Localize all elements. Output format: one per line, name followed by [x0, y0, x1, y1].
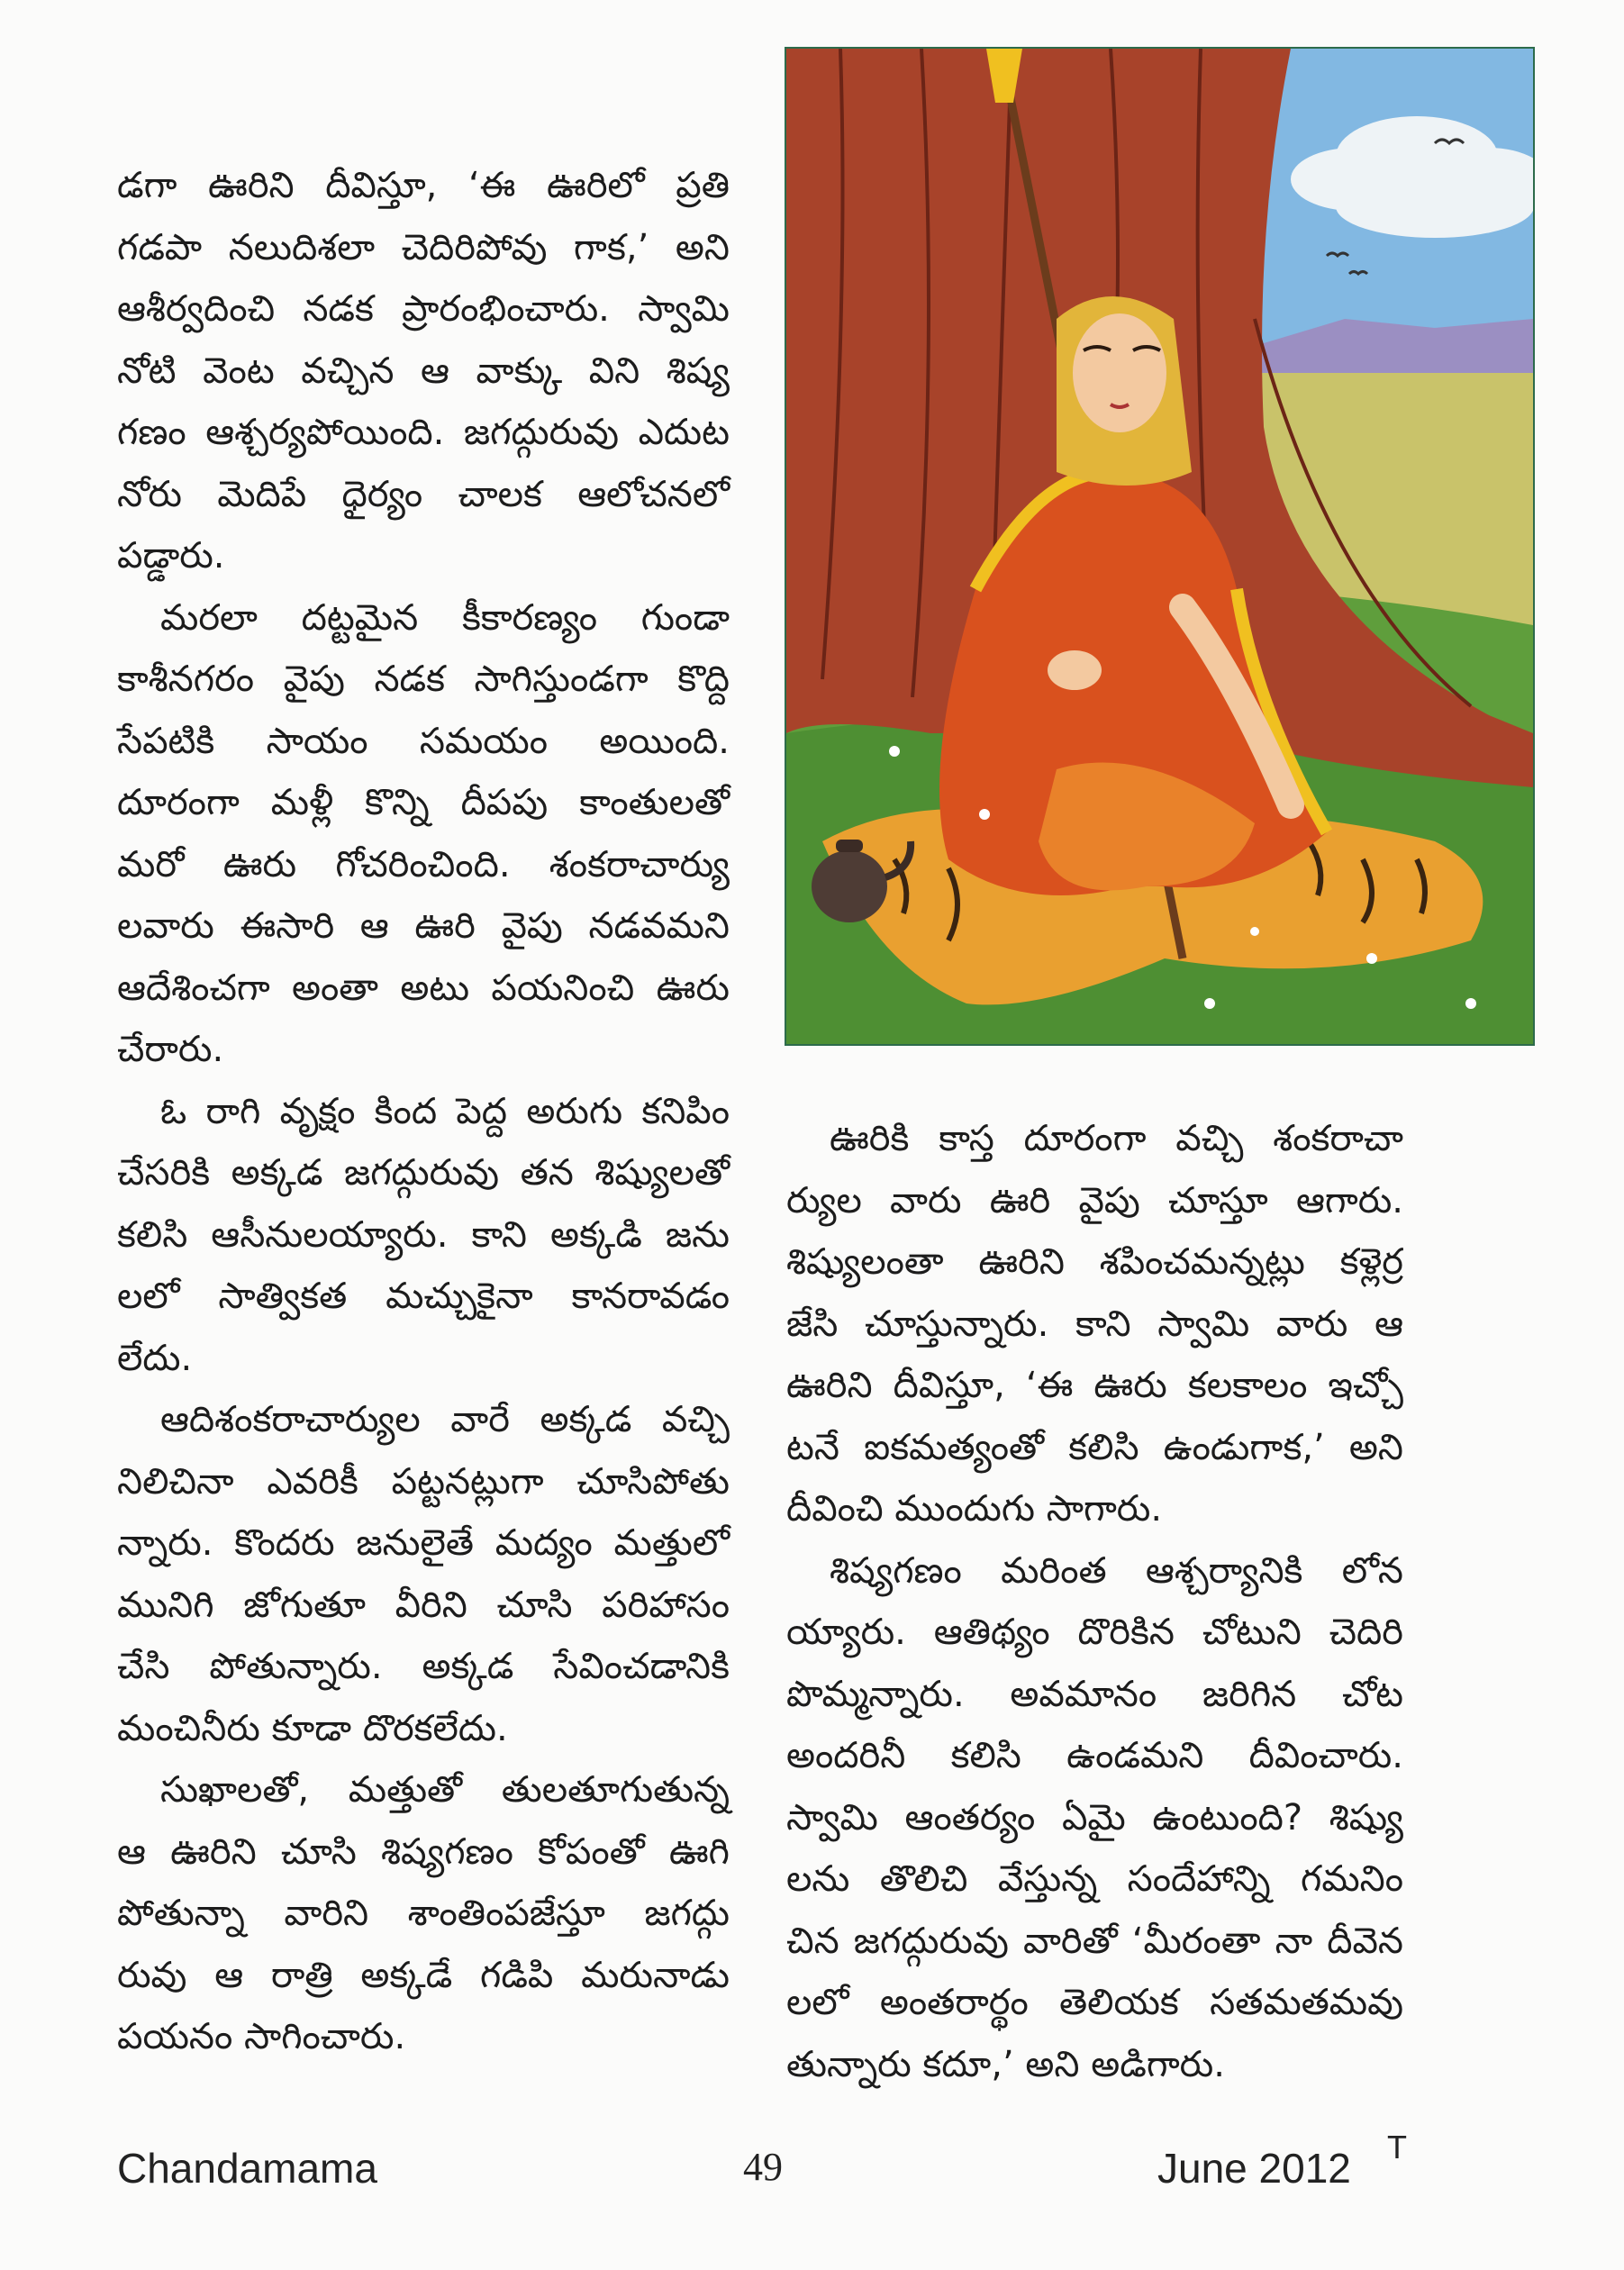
text-line: లను తొలిచి వేస్తున్న సందేహాన్ని గమనిం — [786, 1858, 1403, 1900]
text-line: డగా ఊరిని దీవిస్తూ, ‘ఈ ఊరిలో ప్రతి — [117, 165, 730, 206]
text-line: పడ్డారు. — [117, 535, 225, 577]
magazine-name: Chandamama — [117, 2145, 377, 2192]
text-line: మరలా దట్టమైన కీకారణ్యం గుండా — [160, 596, 730, 639]
text-line: గడపా నలుదిశలా చెదిరిపోవు గాక,’ అని — [117, 226, 730, 268]
text-line: చిన జగద్గురువు వారితో ‘మీరంతా నా దీవెన — [786, 1920, 1403, 1962]
text-line: సుఖాలతో, మత్తుతో తులతూగుతున్న — [160, 1769, 730, 1811]
issue-date: June 2012 — [1157, 2145, 1351, 2192]
text-column-left — [117, 155, 730, 2068]
text-line: నిలిచినా ఎవరికీ పట్టనట్లుగా చూసిపోతు — [117, 1460, 730, 1503]
text-line: పొమ్మన్నారు. అవమానం జరిగిన చోట — [786, 1673, 1403, 1715]
text-line: స్వామి ఆంతర్యం ఏమై ఉంటుంది? శిష్యు — [786, 1796, 1403, 1839]
text-line: మునిగి జోగుతూ వీరిని చూసి పరిహాసం — [117, 1584, 730, 1626]
sage-under-tree-illustration — [786, 49, 1533, 1044]
text-line: అందరినీ కలిసి ఉండమని దీవించారు. — [786, 1735, 1403, 1776]
text-line: పయనం సాగించారు. — [117, 2016, 406, 2057]
text-line: జేసి చూస్తున్నారు. కాని స్వామి వారు ఆ — [786, 1303, 1403, 1345]
text-line: దూరంగా మళ్లీ కొన్ని దీపపు కాంతులతో — [117, 782, 730, 823]
text-line: ఆదేశించగా అంతా అటు పయనించి ఊరు — [117, 967, 730, 1009]
text-line: మరో ఊరు గోచరించింది. శంకరాచార్యు — [117, 843, 730, 885]
text-line: య్యారు. ఆతిథ్యం దొరికిన చోటుని చెదిరి — [786, 1612, 1403, 1653]
text-line: ఊరికి కాస్త దూరంగా వచ్చి శంకరాచా — [830, 1118, 1403, 1159]
text-line: దీవించి ముందుగు సాగారు. — [786, 1488, 1163, 1530]
text-line: నోరు మెదిపే ధైర్యం చాలక ఆలోచనలో — [117, 473, 730, 515]
text-line: ఊరిని దీవిస్తూ, ‘ఈ ఊరు కలకాలం ఇచ్చో — [786, 1365, 1403, 1406]
text-line: ఆశీర్వదించి నడక ప్రారంభించారు. స్వామి — [117, 288, 730, 330]
text-line: లలో సాత్వికత మచ్చుకైనా కానరావడం — [117, 1276, 730, 1317]
text-line: కాశీనగరం వైపు నడక సాగిస్తుండగా కొద్ది — [117, 658, 730, 700]
text-line: ర్యుల వారు ఊరి వైపు చూస్తూ ఆగారు. — [786, 1179, 1403, 1221]
text-line: చేసి పోతున్నారు. అక్కడ సేవించడానికి — [117, 1646, 730, 1687]
text-line: లేదు. — [117, 1337, 193, 1379]
text-line: కలిసి ఆసీనులయ్యారు. కాని అక్కడి జను — [117, 1213, 730, 1256]
text-line: సేపటికి సాయం సమయం అయింది. — [117, 720, 730, 762]
text-line: శిష్యగణం మరింత ఆశ్చర్యానికి లోన — [830, 1549, 1403, 1592]
text-line: నోటి వెంట వచ్చిన ఆ వాక్కు విని శిష్య — [117, 350, 730, 392]
text-line: ఆ ఊరిని చూసి శిష్యగణం కోపంతో ఊగి — [117, 1830, 730, 1873]
text-column-right — [786, 1108, 1403, 2095]
story-illustration — [785, 47, 1535, 1046]
text-line: పోతున్నా వారిని శాంతింపజేస్తూ జగద్గు — [117, 1893, 730, 1934]
text-line: లలో అంతరార్థం తెలియక సతమతమవు — [786, 1982, 1403, 2023]
text-line: న్నారు. కొందరు జనులైతే మద్యం మత్తులో — [117, 1522, 730, 1564]
text-line: టనే ఐకమత్యంతో కలిసి ఉండుగాక,’ అని — [786, 1426, 1403, 1468]
text-line: గణం ఆశ్చర్యపోయింది. జగద్గురువు ఎదుట — [117, 412, 730, 453]
text-line: చేసరికి అక్కడ జగద్గురువు తన శిష్యులతో — [117, 1152, 730, 1194]
page-number: 49 — [743, 2145, 783, 2189]
text-line: శిష్యులంతా ఊరిని శపించమన్నట్లు కళ్లెర్ర — [786, 1241, 1403, 1283]
text-line: ఆదిశంకరాచార్యుల వారే అక్కడ వచ్చి — [160, 1399, 730, 1440]
text-line: తున్నారు కదూ,’ అని అడిగారు. — [786, 2043, 1225, 2085]
text-line: మంచినీరు కూడా దొరకలేదు. — [117, 1707, 508, 1749]
text-line: ఓ రాగి వృక్షం కింద పెద్ద అరుగు కనిపిం — [160, 1090, 730, 1132]
text-line: లవారు ఈసారి ఆ ఊరి వైపు నడవమని — [117, 905, 730, 947]
text-line: చేరారు. — [117, 1029, 224, 1070]
text-line: రువు ఆ రాత్రి అక్కడే గడిపి మరునాడు — [117, 1954, 730, 1996]
edition-mark: T — [1387, 2129, 1407, 2166]
